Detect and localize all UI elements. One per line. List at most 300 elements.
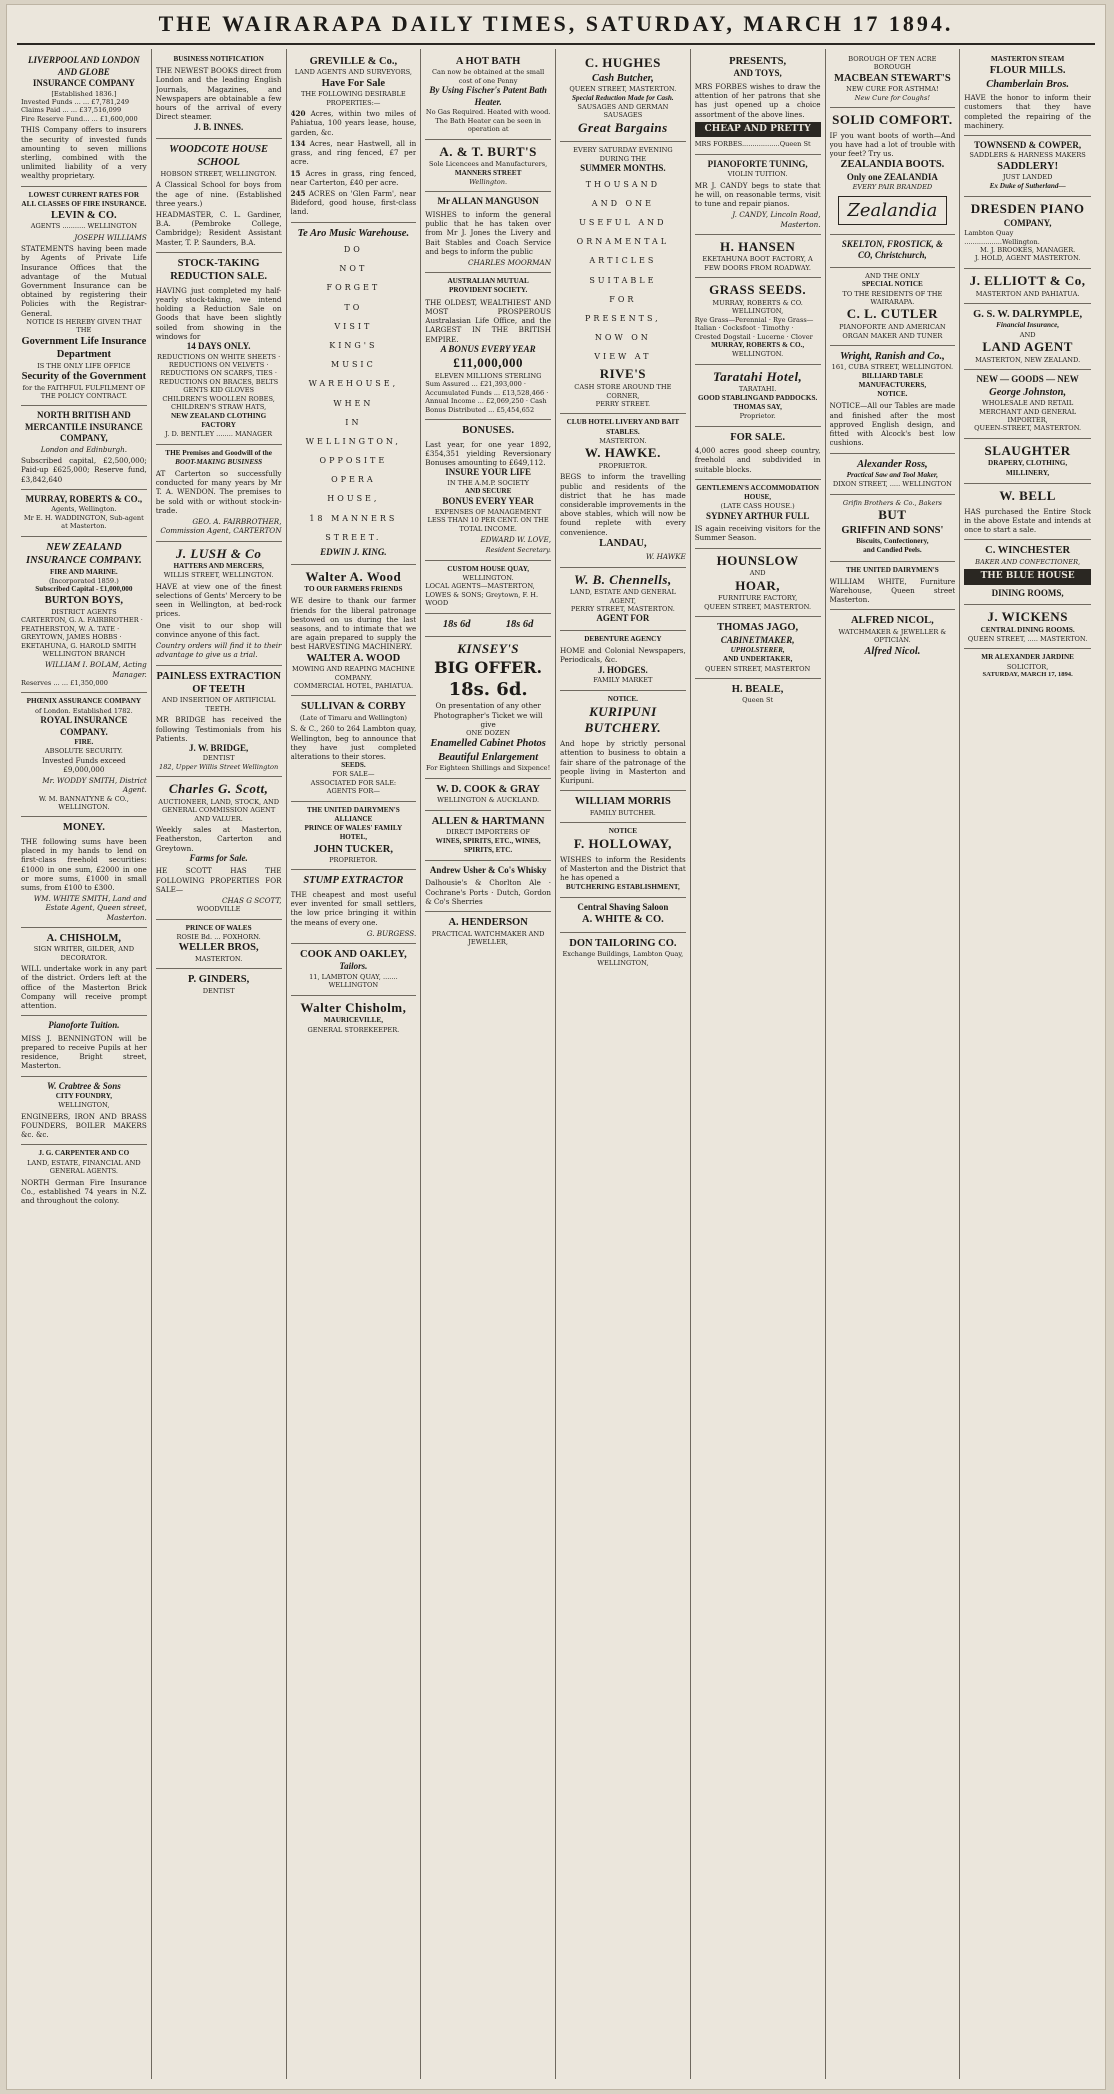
ad-phoenix <box>21 693 147 817</box>
ad-sub: ROSIE Bd. ... FOXHORN. <box>176 932 261 941</box>
ad-shop: NEW ZEALAND CLOTHING FACTORY <box>170 411 267 429</box>
ad-sig: WELLER BROS, <box>178 942 259 954</box>
ad-title: ALFRED NICOL, <box>850 615 934 627</box>
ad-taratahi <box>695 365 821 427</box>
ad-sub: EVERY PAIR BRANDED <box>852 183 933 192</box>
ad-sub: CABINETMAKER, <box>720 634 795 645</box>
ad-sub3: PIANOFORTE AND AMERICAN ORGAN MAKER AND TUNER <box>839 323 946 340</box>
ad-item-num: 134 <box>290 138 306 148</box>
ad-sub: AND GLOBE <box>57 66 110 77</box>
ad-sig: WM. WHITE SMITH, Land and Estate Agent, Queen street, Masterton. <box>33 894 147 922</box>
ad-sub3: AND UNDERTAKER, <box>722 655 793 664</box>
ad-heading2: DINING ROOMS, <box>991 587 1064 598</box>
ad-shaving-saloon <box>560 898 686 933</box>
ad-sub: FIRE AND MARINE. <box>50 567 118 576</box>
ad-list: REDUCTIONS ON WHITE SHEETS · REDUCTIONS ON VELVETS · REDUCTIONS ON SCARFS, TIES · REDUCTIONS ON BRACES, BELTS <box>157 352 281 386</box>
ad-name: SYDNEY ARTHUR FULL <box>705 510 810 521</box>
ad-hansen <box>695 235 821 279</box>
ad-sub: Queen St <box>742 696 774 705</box>
ad-sub: TO OUR FARMERS FRIENDS <box>304 585 403 594</box>
ad-cook-oakley <box>291 944 417 996</box>
ad-body: WILLIAM WHITE, Furniture Warehouse, Queen street Masterton. <box>829 576 956 605</box>
ad-woodcote <box>156 139 282 253</box>
ad-ross <box>830 454 956 495</box>
price-label: 18s 6d <box>505 618 534 630</box>
ad-body: THE following sums have been placed in my hands to lend on first-class freehold securities: £1000 in one sum, £2000 in one or more sums, £1000 in small sums, from £100 to £300. <box>21 836 147 892</box>
ad-sub: Sole Licencees and Manufacturers, <box>429 160 548 169</box>
ad-title: BONUSES. <box>462 425 514 437</box>
ad-business <box>156 51 282 139</box>
ad-body: On presentation of any other Photographer's Ticket we will give <box>433 701 543 729</box>
ad-body: A Classical School for boys from the age of nine. (Established three years.) <box>155 180 282 208</box>
ad-title: PHŒNIX ASSURANCE COMPANY <box>26 697 142 706</box>
ad-farm: Farms for Sale. <box>189 852 248 863</box>
ad-loc: MASTERTON, NEW ZEALAND. <box>975 355 1081 364</box>
ad-line: TO <box>344 302 363 312</box>
ad-sub: LAND AGENTS AND SURVEYORS, <box>294 68 413 77</box>
ad-sig: JOSEPH WILLIAMS <box>74 232 147 242</box>
ad-sub2: MILLINERY, <box>1006 468 1050 477</box>
ad-agent: BURTON BOYS, <box>44 595 123 607</box>
ad-notice: NOTICE. <box>877 390 908 399</box>
ad-title: LOWEST CURRENT RATES FOR ALL CLASSES OF FIRE INSURANCE. <box>21 190 147 208</box>
ad-sub: Chamberlain Bros. <box>986 78 1070 90</box>
ad-est: [Established 1836.] <box>51 89 117 98</box>
ad-hot-bath <box>425 51 551 140</box>
ad-sig: JOHN TUCKER, <box>313 843 393 855</box>
ad-heading: KURIPUNI BUTCHERY. <box>584 703 662 736</box>
ad-title2: BIG OFFER. <box>434 657 543 677</box>
ad-united-dairymen <box>830 562 956 611</box>
ad-sub2: and Candied Peels. <box>863 546 922 555</box>
ad-sub2: GENERAL STOREKEEPER. <box>307 1025 400 1034</box>
ad-line: DO <box>343 245 363 255</box>
ad-bonuses <box>425 420 551 561</box>
ad-title: THE UNITED DAIRYMEN'S ALLIANCE <box>306 805 400 823</box>
ad-body: HAS purchased the Entire Stock in the above Estate and intends at once to start a sale. <box>964 506 1091 534</box>
ad-loc: 161, CUBA STREET, WELLINGTON. <box>831 363 954 372</box>
ad-for-sale <box>695 427 821 480</box>
ad-sig: EDWIN J. KING. <box>320 547 387 558</box>
ad-title2: GRIFFIN AND SONS' <box>841 524 944 536</box>
ad-cap: Subscribed Capital - £1,000,000 <box>35 585 133 594</box>
price-label: 18s 6d <box>442 618 471 630</box>
ad-title: HOUNSLOW <box>716 552 799 568</box>
ad-body: MR BRIDGE has received the following Testimonials from his Patients. <box>155 715 282 743</box>
ad-agent-sub: DISTRICT AGENTS <box>51 607 117 616</box>
ad-sub: COMPANY, <box>1003 217 1052 228</box>
ad-title: A. & T. BURT'S <box>439 143 537 159</box>
ad-item-num: 420 <box>290 109 306 119</box>
ad-title: STOCK-TAKING REDUCTION SALE. <box>170 257 268 283</box>
ad-kinsey <box>425 637 551 779</box>
ad-sub2: EXPENSES OF MANAGEMENT LESS THAN 10 PER CENT. ON THE TOTAL INCOME. <box>427 507 549 533</box>
ad-liverpool-london <box>21 51 147 187</box>
ad-heading: Have For Sale <box>321 77 386 89</box>
ad-sub: SADDLERS & HARNESS MAKERS <box>969 151 1086 160</box>
ad-sub: DURING THE <box>599 154 647 163</box>
ad-line: Invested Funds ... ... £7,781,249 <box>21 97 130 106</box>
ad-sub: NEW CURE FOR ASTHMA! <box>846 85 939 94</box>
ad-name: LEVIN & CO. <box>51 210 117 222</box>
ad-title: Walter A. Wood <box>305 568 402 584</box>
ad-body: ENGINEERS, IRON AND BRASS FOUNDERS, BOILER MAKERS &c. &c. <box>21 1111 147 1140</box>
ad-line: USEFUL AND <box>579 217 667 227</box>
ad-title: P. GINDERS, <box>188 974 250 986</box>
ad-body: WILL undertake work in any part of the district. Orders left at the office of the Masterton Brick Company will receive prompt attention. <box>21 964 147 1011</box>
ad-title: LIVERPOOL AND LONDON <box>27 55 140 65</box>
ad-sub: LAND, ESTATE AND GENERAL AGENT, <box>569 588 676 605</box>
ad-line: WHEN <box>333 398 374 408</box>
ad-heading: WALTER A. WOOD <box>306 652 401 664</box>
ad-sub: WELLINGTON. <box>462 574 514 583</box>
ad-sub: WELLINGTON & AUCKLAND. <box>437 796 540 805</box>
ad-title: THE UNITED DAIRYMEN'S <box>845 565 939 574</box>
ad-manguson <box>425 192 551 273</box>
ad-title: H. BEALE, <box>731 684 784 696</box>
ad-sig: J. HODGES. <box>597 664 648 675</box>
ad-murray-roberts <box>21 490 147 537</box>
ad-list: HE SCOTT HAS THE FOLLOWING PROPERTIES FOR SALE— <box>155 866 282 894</box>
column-1 <box>17 49 152 2079</box>
ad-wickens <box>964 605 1091 649</box>
ad-agents: AGENTS ........... WELLINGTON <box>30 222 138 231</box>
ad-griffin <box>830 495 956 562</box>
ad-loc: QUEEN STREET, ..... MASTERTON. <box>967 634 1088 643</box>
ad-body: BEGS to inform the travelling public and residents of the district that he has made considerable improvements in the above stables, which will now be found replete with every convenience. <box>560 472 686 537</box>
ad-item <box>291 169 417 187</box>
ad-line: MUSIC <box>331 360 376 370</box>
ad-sig: Alfred Nicol. <box>864 645 921 657</box>
ad-johnston <box>964 370 1091 439</box>
ad-piano-tuning <box>695 155 821 235</box>
ad-townsend <box>964 136 1091 197</box>
ad-sub: DENTIST <box>202 986 235 995</box>
ad-body: And hope by strictly personal attention to business to obtain a fair share of the patronage of the people living in Masterton and Kuripuni. <box>560 739 686 785</box>
ad-title: MR ALEXANDER JARDINE <box>981 653 1074 662</box>
ad-stump-extractor <box>291 870 417 944</box>
ad-title: GREVILLE & Co., <box>309 56 398 67</box>
ad-seeds2: FOR SALE— <box>332 770 375 779</box>
column-6 <box>691 49 826 2079</box>
ad-note: One visit to our shop will convince anyone of this fact. <box>155 620 282 639</box>
ad-carpenter <box>21 1145 147 1210</box>
ad-loc: QUEEN STREET, MASTERTON. <box>704 602 812 611</box>
ad-body: Last year, for one year 1892, £354,351 yielding Reversionary Bonuses amounting to £649,112. <box>425 439 551 467</box>
ad-sub: FURNITURE FACTORY, <box>717 594 798 603</box>
ad-wright-ranish <box>830 346 956 454</box>
ad-cutler <box>830 268 956 346</box>
ad-bonus: BONUS EVERY YEAR <box>442 496 534 507</box>
ad-sig2: J. HOLD, AGENT MASTERTON. <box>974 254 1081 263</box>
ad-sub: WOODVILLE <box>196 905 241 914</box>
ad-line: KING'S <box>329 340 378 350</box>
ad-body: HEADMASTER, C. L. Gardiner, B.A. (Pembroke College, Cambridge); Resident Assistant Master, T. P. Saunders, B.A. <box>155 210 282 247</box>
ad-heading3: Great Bargains <box>578 119 668 135</box>
ad-title: ASSOCIATED FOR SALE: <box>310 778 397 787</box>
ad-sub: WHOLESALE AND RETAIL MERCHANT AND GENERAL IMPORTER, <box>979 399 1077 424</box>
ad-dresden <box>964 197 1091 269</box>
ad-sub: CHILDREN'S WOOLLEN ROBES, <box>162 394 275 403</box>
ad-loc: PERRY STREET. <box>595 399 651 408</box>
column-7 <box>826 49 961 2079</box>
ad-sig: MRS FORBES..................Queen St <box>694 140 811 149</box>
ad-heading2: SAUSAGES AND GERMAN SAUSAGES <box>577 102 669 120</box>
ad-dalrymple <box>964 304 1091 370</box>
ad-sub: PROPRIETOR. <box>598 461 648 470</box>
ad-title: STUMP EXTRACTOR <box>303 875 404 887</box>
ad-sub: PRINCE OF WALES' FAMILY HOTEL, <box>304 824 403 842</box>
ad-line: VISIT <box>334 321 373 331</box>
ad-sub: MASTERTON AND PAHIATUA. <box>975 289 1080 298</box>
ad-kuripuni <box>560 691 686 792</box>
ad-sub: BAKER AND CONFECTIONER, <box>975 557 1081 566</box>
ad-body: MR J. CANDY begs to state that he will, on reasonable terms, visit to tune and repair pianos. <box>694 180 821 209</box>
ad-title: THE Premises and Goodwill of the <box>165 448 272 457</box>
ad-price: 18s. 6d. <box>448 679 528 701</box>
ad-heading2: Beautiful Enlargement <box>438 751 539 763</box>
ad-heading: SADDLERY! <box>997 160 1059 172</box>
ad-sig: THOMAS SAY, <box>733 403 782 412</box>
ad-heading: LAND AGENT <box>982 339 1073 355</box>
ad-title: COOK AND OAKLEY, <box>300 949 407 961</box>
ad-heading: Department <box>56 349 111 361</box>
ad-title: Grifin Brothers & Co., Bakers <box>842 498 942 507</box>
ad-loc: MASTERTON. <box>599 436 647 445</box>
ad-sub: TARATAHI. <box>738 385 777 394</box>
ad-sub: HATTERS AND MERCERS, <box>173 562 264 571</box>
ad-title: NOTICE. <box>607 694 638 703</box>
ad-grass-seeds <box>695 278 821 364</box>
ad-sub: HOME and Colonial Newspapers, Periodicals, &c. <box>560 646 686 665</box>
ad-title: SKELTON, FROSTICK, & <box>841 238 943 249</box>
ad-sig2: Proprietor. <box>739 412 776 421</box>
ad-heading: INSURE YOUR LIFE <box>445 467 531 478</box>
ad-title2: MURRAY, ROBERTS & CO., <box>711 341 805 350</box>
ad-bonus: A BONUS EVERY YEAR <box>440 343 536 354</box>
ad-heading: SUMMER MONTHS. <box>580 163 666 174</box>
ad-body: Subscribed capital, £2,500,000; Paid-up £625,000; Reserve fund, £3,842,640 <box>21 456 147 484</box>
ad-greville <box>291 51 417 223</box>
ad-title: CLUB HOTEL LIVERY AND BAIT STABLES. <box>566 418 680 436</box>
ad-sub: DIRECT IMPORTERS OF <box>446 828 531 837</box>
ad-seeds: SEEDS. <box>341 761 366 770</box>
ad-sub: Practical Saw and Tool Maker, <box>846 471 939 480</box>
ad-money <box>21 817 147 927</box>
ad-line: ARTICLES <box>589 256 657 266</box>
ad-body: S. & C., 260 to 264 Lambton quay, Wellington, beg to announce that they have just completed alterations to their stores. <box>290 724 417 761</box>
ad-sub2: TO THE RESIDENTS OF THE WAIRARAPA. <box>842 289 943 307</box>
ad-sub2: For Eighteen Shillings and Sixpence! <box>426 764 551 773</box>
ad-sub: London and Edinburgh. <box>40 444 128 454</box>
ad-dairymen <box>291 802 417 871</box>
ad-title: AUSTRALIAN MUTUAL PROVIDENT SOCIETY. <box>447 277 529 295</box>
ad-title: Mr ALLAN MANGUSON <box>437 196 539 207</box>
ad-sub: Biscuits, Confectionery, <box>856 537 929 546</box>
ad-accommodation <box>695 480 821 549</box>
ad-heading: ROYAL INSURANCE COMPANY. <box>40 714 128 737</box>
ad-sub: Financial Insurance, <box>996 321 1060 330</box>
ad-nz-insurance <box>21 537 147 694</box>
ad-sub: BOOT-MAKING BUSINESS <box>175 457 263 466</box>
ad-burt <box>425 140 551 193</box>
ad-list: Sum Assured ... £21,393,000 · Accumulated Funds ... £13,528,466 · Annual Income ... £2,069,250 · Cash Bonus Distributed ... £5,454,652 <box>425 380 549 414</box>
ad-lines <box>291 240 417 547</box>
ad-list: WINES, SPIRITS, ETC., WINES, SPIRITS, ETC. <box>435 836 541 854</box>
ad-beale <box>695 679 821 710</box>
ad-allen-hartmann <box>425 811 551 861</box>
ad-line: IS THE ONLY LIFE OFFICE <box>37 361 131 370</box>
ad-amp-society <box>425 273 551 420</box>
ad-loc: WILLIS STREET, WELLINGTON. <box>163 571 274 580</box>
ad-body: IF you want boots of worth—And you have had a lot of trouble with your feet? Try us. <box>829 130 956 159</box>
ad-shop2: CASH STORE AROUND THE CORNER, <box>574 383 672 400</box>
ad-line: AND ONE <box>591 198 654 208</box>
ad-sub2: UPHOLSTERER, <box>730 646 785 655</box>
ad-jago <box>695 617 821 679</box>
ad-title: PIANOFORTE TUNING, <box>707 158 808 169</box>
ad-sig2: W. HAWKE <box>645 552 686 562</box>
ad-title: MASTERTON STEAM <box>990 55 1065 63</box>
ad-heading: LANDAU, <box>599 537 647 549</box>
ad-loc: QUEEN STREET, MASTERTON <box>705 664 811 673</box>
ad-sig: CHARLES MOORMAN <box>468 257 551 267</box>
ad-funds: Invested Funds exceed £9,000,000 <box>41 755 126 774</box>
ad-sub: MASTERTON. <box>194 954 243 963</box>
ad-item-text: Acres, near Hastwell, all in grass, and ring fenced, £7 per acre. <box>290 138 417 167</box>
ad-line: FOR <box>609 294 637 304</box>
ad-title: DRESDEN PIANO <box>970 201 1085 217</box>
ad-prince-wales <box>156 920 282 970</box>
ad-heading: ZEALANDIA BOOTS. <box>840 159 945 171</box>
zealandia-brand-logo: Zealandia <box>838 196 948 225</box>
ad-boot-business <box>156 445 282 542</box>
ad-sig2: DENTIST <box>202 754 235 763</box>
ad-line: SUITABLE <box>589 275 657 285</box>
ad-sig: WILLIAM I. BOLAM, Acting Manager. <box>45 660 147 679</box>
ad-title2: HOAR, <box>735 577 780 593</box>
ad-title: C. HUGHES <box>584 55 661 70</box>
ad-title: GENTLEMEN'S ACCOMMODATION HOUSE, <box>696 483 819 502</box>
ad-title: WOODCOTE HOUSE SCHOOL <box>169 144 269 169</box>
ad-note2: Country orders will find it to their advantage to give us a trial. <box>155 641 282 660</box>
ad-title: TOWNSEND & COWPER, <box>974 139 1082 150</box>
ad-sub: HOBSON STREET, WELLINGTON. <box>160 169 277 178</box>
ad-flour-mills <box>964 51 1091 136</box>
ad-sub: VIOLIN TUITION. <box>727 170 788 179</box>
ad-title: GRASS SEEDS. <box>709 282 807 298</box>
ad-sub: CHILDREN'S STRAW HATS, <box>171 403 267 412</box>
ad-title: SLAUGHTER <box>984 442 1071 458</box>
ad-line: FORGET <box>326 283 381 293</box>
ad-sub: CO, Christchurch, <box>857 250 927 261</box>
ad-title: ALLEN & HARTMANN <box>431 815 545 827</box>
ad-sub: EKETAHUNA BOOT FACTORY, A FEW DOORS FROM ROADWAY. <box>702 255 813 272</box>
ad-title: MONEY. <box>62 822 105 834</box>
ad-chisholm <box>21 928 147 1016</box>
ad-heading: Special Reduction Made for Cash. <box>572 93 674 102</box>
ad-sub: IN THE A.M.P. SOCIETY <box>447 478 529 487</box>
ad-heading2: AND SECURE <box>464 487 512 496</box>
ad-title: Wright, Ranish and Co., <box>839 350 945 362</box>
ad-line: Fire Reserve Fund... ... £1,600,000 <box>21 114 138 123</box>
ad-loc: 11, LAMBTON QUAY, ....... WELLINGTON <box>309 972 398 990</box>
ad-title: J. WICKENS <box>987 609 1068 625</box>
ad-line: OPPOSITE <box>319 456 388 466</box>
ad-chennells <box>560 568 686 631</box>
ad-title: Central Shaving Saloon <box>577 901 669 912</box>
ad-title: NEW ZEALAND INSURANCE COMPANY. <box>26 541 142 567</box>
ad-club-hotel <box>560 414 686 567</box>
ad-loc2: WELLINGTON. <box>732 350 784 359</box>
ad-loc: WELLINGTON, <box>58 1101 110 1110</box>
ad-title: MURRAY, ROBERTS & CO., <box>25 493 143 504</box>
ad-title: G. S. W. DALRYMPLE, <box>973 308 1083 320</box>
ad-walter-wood <box>291 565 417 697</box>
ad-shop2: J. D. BENTLEY ........ MANAGER <box>165 430 273 439</box>
ad-heading: Government Life Insurance <box>21 335 147 347</box>
ad-winchester <box>964 540 1091 605</box>
ad-sub: DRAPERY, CLOTHING, <box>988 459 1068 468</box>
ad-inc: (Incorporated 1859.) <box>48 576 119 585</box>
newspaper-page <box>6 4 1106 2090</box>
ad-chisholm-walter <box>291 996 417 1039</box>
ad-sub: WATCHMAKER & JEWELLER & OPTICIAN. <box>838 627 947 645</box>
ad-amp: AND <box>749 569 766 578</box>
ad-title: CUSTOM HOUSE QUAY, <box>447 564 530 573</box>
ad-sig: J. CANDY, Lincoln Road, Masterton. <box>732 210 821 229</box>
ad-body: IS again receiving visitors for the Summer Season. <box>694 524 821 543</box>
column-8 <box>960 49 1095 2079</box>
ad-sub: SPECIAL NOTICE <box>861 280 923 289</box>
ad-title: NOTICE <box>608 827 638 836</box>
ad-sub: Mr E. H. WADDINGTON, Sub-agent at Masterton. <box>23 513 144 531</box>
ad-usher-whisky <box>425 861 551 912</box>
ad-line: THOUSAND <box>585 179 661 189</box>
ad-painless <box>156 666 282 778</box>
ad-title: NORTH BRITISH AND MERCANTILE INSURANCE COMPANY, <box>24 410 143 444</box>
ad-line: PRESENTS, <box>585 313 661 323</box>
ad-sub2: FAMILY MARKET <box>593 676 653 685</box>
ad-loc: DIXON STREET, ..... WELLINGTON <box>832 480 952 489</box>
ad-line: WELLINGTON, <box>305 436 401 446</box>
ad-ginders <box>156 969 282 1000</box>
ad-line: HOUSE, <box>327 494 380 504</box>
ad-crabtree <box>21 1077 147 1146</box>
ad-prices-strip <box>425 614 551 637</box>
ad-title: A. CHISHOLM, <box>46 932 122 944</box>
ad-sub: By Using Fischer's Patent Bath Heater. <box>429 85 547 107</box>
ad-slaughter <box>964 439 1091 484</box>
ad-scott <box>156 777 282 919</box>
ad-hounslow-hoar <box>695 549 821 618</box>
ad-amount: £11,000,000 <box>453 355 524 371</box>
ad-title: KINSEY'S <box>457 641 520 657</box>
ad-heading: Enamelled Cabinet Photos <box>430 738 546 750</box>
ad-sig: CHAS G SCOTT, <box>222 896 282 906</box>
ad-loc: WELLINGTON, <box>732 307 784 316</box>
ad-sub: AUCTIONEER, LAND, STOCK, AND GENERAL COMMISSION AGENT AND VALUER. <box>158 797 280 823</box>
ad-title: Pianoforte Tuition. <box>48 1020 120 1031</box>
ad-sub: Tailors. <box>339 961 368 972</box>
ad-title: EVERY SATURDAY EVENING <box>573 146 673 155</box>
ad-body: THE NEWEST BOOKS direct from London and the leading English Journals, Magazines, and Newspapers are obtainable a few hours of the arrival of every Direct steamer. <box>155 66 282 122</box>
ad-title: SOLID COMFORT. <box>832 112 953 128</box>
ad-sub: (Late of Timaru and Wellington) <box>299 713 407 722</box>
ad-sig: M. J. BROOKES, MANAGER. <box>979 246 1076 255</box>
ad-heading: Security of the Government <box>21 371 147 383</box>
ad-title: W. Crabtree & Sons <box>46 1080 121 1091</box>
